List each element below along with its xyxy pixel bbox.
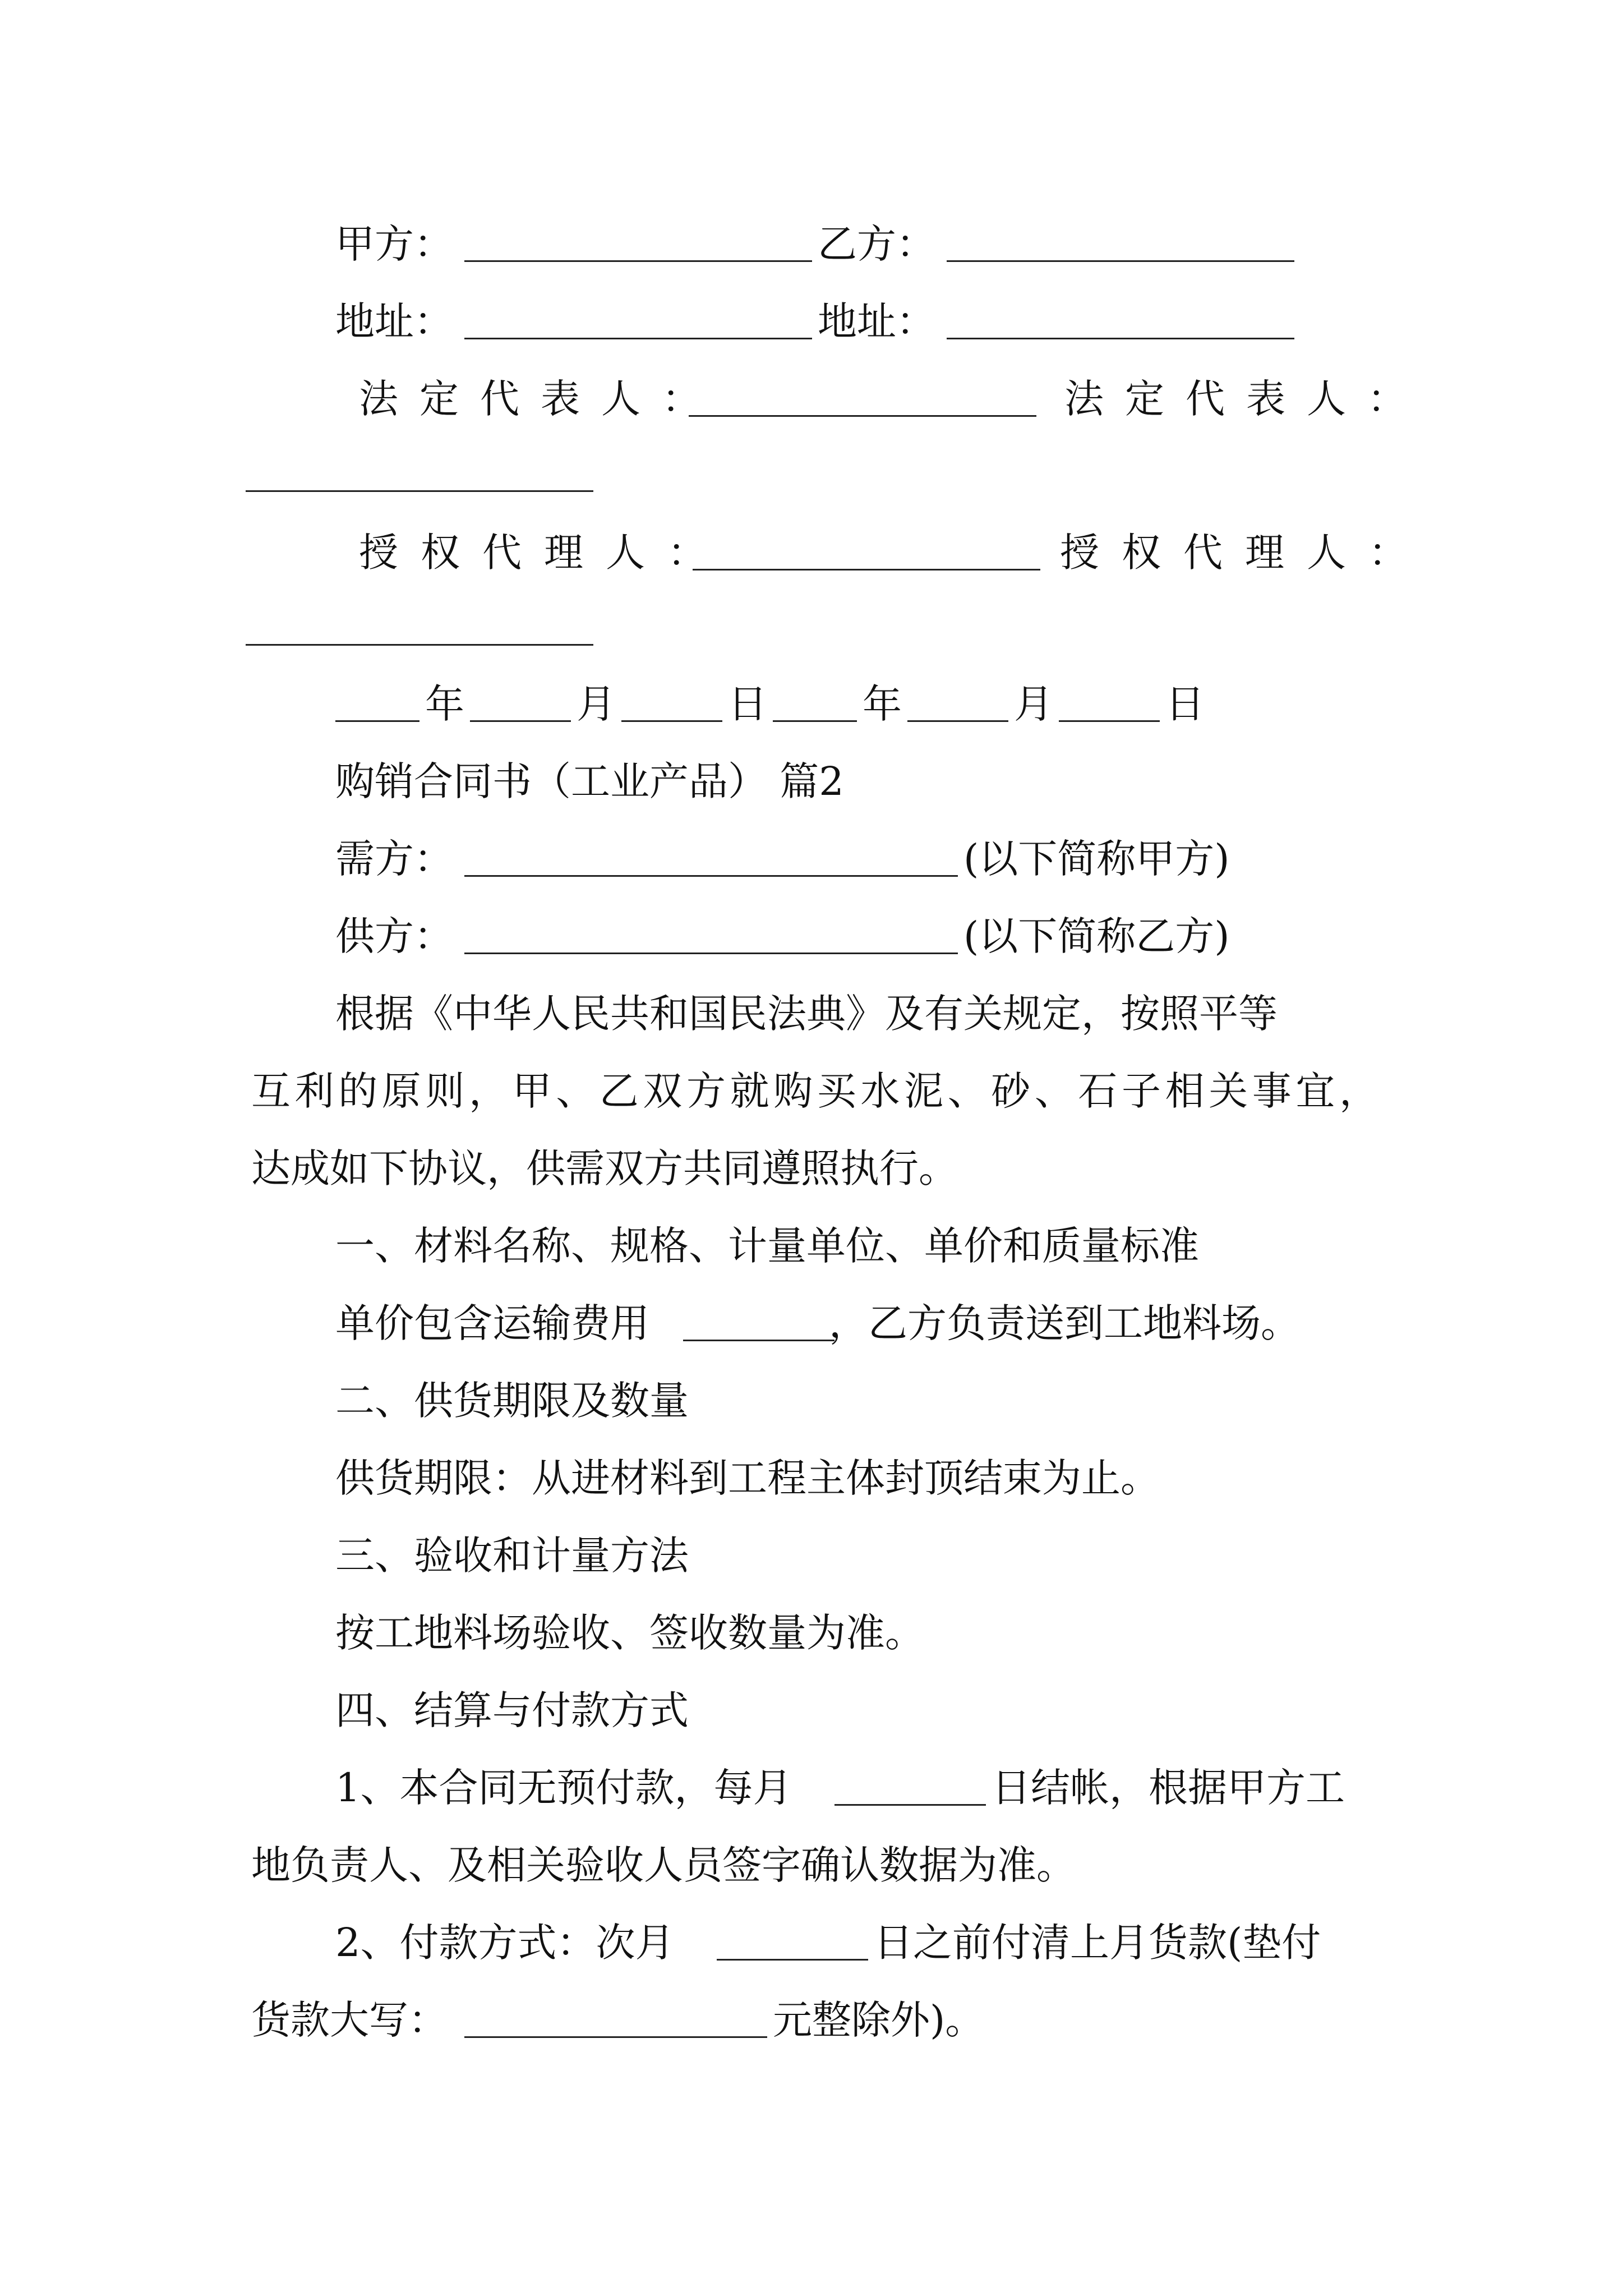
address-row	[0, 291, 1623, 352]
agent-row	[0, 522, 1623, 583]
section-2-title-row	[0, 1370, 1623, 1432]
buyer-label: 需方：	[335, 836, 453, 882]
legal-rep-a-label: 法定代表人：	[359, 376, 722, 422]
payment-day-blank[interactable]	[717, 1959, 868, 1961]
contract-title: 购销合同书（工业产品） 篇2	[335, 758, 844, 804]
day-a-blank[interactable]	[621, 720, 722, 722]
day-b-blank[interactable]	[1059, 720, 1160, 722]
section-3-title-row	[0, 1525, 1623, 1586]
address-a-blank[interactable]	[464, 338, 812, 339]
year-a-blank[interactable]	[335, 720, 419, 722]
section-3-text-row	[0, 1602, 1623, 1664]
section-2-text-row	[0, 1447, 1623, 1509]
year-b-blank[interactable]	[773, 720, 857, 722]
agent-b-label: 授权代理人：	[1060, 530, 1430, 576]
contract-title-row	[0, 751, 1623, 812]
buyer-blank[interactable]	[464, 875, 958, 877]
section-2-title: 二、供货期限及数量	[335, 1378, 689, 1424]
buyer-note: (以下简称甲方)	[963, 836, 1230, 882]
agent-a-label: 授权代理人：	[359, 530, 729, 576]
section-1-title: 一、材料名称、规格、计量单位、单价和质量标准	[335, 1223, 1199, 1269]
section-4-title-row	[0, 1680, 1623, 1741]
date-row	[0, 673, 1623, 735]
address-a-label: 地址：	[335, 298, 453, 344]
party-a-blank[interactable]	[464, 260, 812, 262]
section-1-text-a: 单价包含运输费用	[335, 1300, 649, 1346]
month-a-blank[interactable]	[470, 720, 571, 722]
month-b-blank[interactable]	[907, 720, 1008, 722]
settlement-day-blank[interactable]	[834, 1804, 986, 1806]
section-3-text: 按工地料场验收、签收数量为准。	[335, 1610, 924, 1656]
agent-b-blank[interactable]	[246, 644, 593, 646]
party-row	[0, 213, 1623, 275]
seller-blank[interactable]	[464, 953, 958, 954]
month-a-label: 月	[577, 681, 616, 727]
section-2-text: 供货期限：从进材料到工程主体封顶结束为止。	[335, 1455, 1160, 1501]
section-4-item-2-a: 2、付款方式：次月	[335, 1920, 675, 1966]
party-b-blank[interactable]	[947, 260, 1294, 262]
section-4-item-2-b: 日之前付清上月货款(垫付	[874, 1920, 1321, 1966]
legal-rep-a-blank[interactable]	[689, 415, 1036, 417]
section-4-item-1-a: 1、本合同无预付款，每月	[335, 1765, 792, 1811]
seller-note: (以下简称乙方)	[963, 913, 1230, 959]
address-b-label: 地址：	[818, 298, 935, 344]
address-b-blank[interactable]	[947, 338, 1294, 339]
section-3-title: 三、验收和计量方法	[335, 1533, 689, 1579]
intro-text-1: 根据《中华人民共和国民法典》及有关规定，按照平等	[335, 991, 1278, 1037]
section-4-item-1-line2: 地负责人、及相关验收人员签字确认数据为准。	[251, 1842, 1076, 1888]
buyer-row	[0, 828, 1623, 890]
section-4-item-1-row	[0, 1757, 1623, 1819]
intro-line-1	[0, 983, 1623, 1045]
section-1-text-row	[0, 1292, 1623, 1354]
section-4-item-2-row	[0, 1912, 1623, 1973]
year-a-label: 年	[425, 681, 464, 727]
section-4-item-1-b: 日结帐，根据甲方工	[992, 1765, 1345, 1811]
day-a-label: 日	[728, 681, 767, 727]
intro-text-2: 互利的原则，甲、乙双方就购买水泥、砂、石子相关事宜，	[251, 1068, 1378, 1114]
legal-rep-b-blank[interactable]	[246, 490, 593, 492]
intro-text-3: 达成如下协议，供需双方共同遵照执行。	[251, 1145, 958, 1191]
legal-rep-b-label: 法定代表人：	[1064, 376, 1428, 422]
section-4-item-2-line2-a: 货款大写：	[251, 1997, 448, 2043]
freight-blank[interactable]	[683, 1340, 834, 1341]
agent-a-blank[interactable]	[693, 569, 1040, 570]
day-b-label: 日	[1165, 681, 1205, 727]
year-b-label: 年	[863, 681, 902, 727]
seller-row	[0, 905, 1623, 967]
section-4-item-2-line2-row	[0, 1989, 1623, 2051]
month-b-label: 月	[1014, 681, 1053, 727]
party-b-label: 乙方：	[818, 221, 935, 267]
legal-rep-row	[0, 368, 1623, 430]
section-4-title: 四、结算与付款方式	[335, 1687, 689, 1733]
section-4-item-2-line2-b: 元整除外)。	[773, 1997, 985, 2043]
section-1-text-b: ，乙方负责送到工地料场。	[829, 1300, 1300, 1346]
party-a-label: 甲方：	[335, 221, 453, 267]
section-1-title-row	[0, 1215, 1623, 1277]
seller-label: 供方：	[335, 913, 453, 959]
amount-words-blank[interactable]	[464, 2036, 767, 2038]
